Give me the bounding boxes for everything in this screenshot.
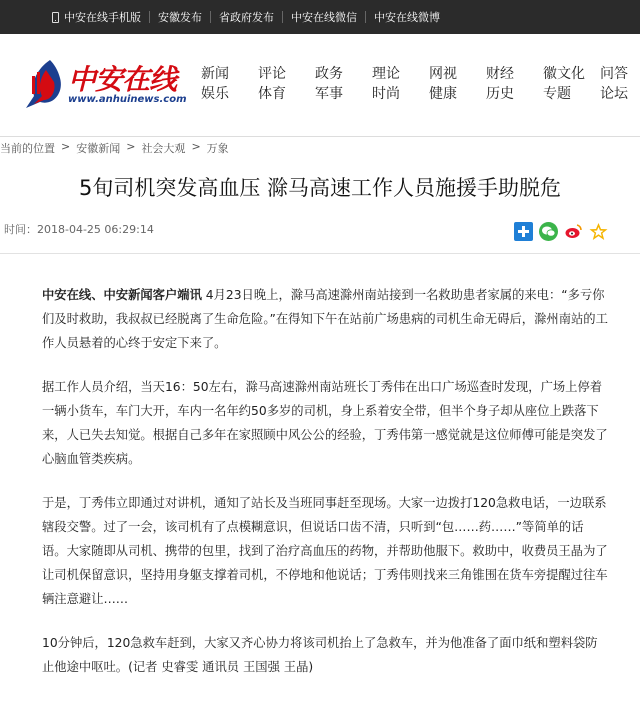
paragraph-2: 据工作人员介绍，当天16：50左右，滁马高速滁州南站班长丁秀伟在出口广场巡查时发现，广场上停着一辆小货车，车门大开，车内一名年约50多岁的司机，身上系着安全带，但半个身子却从座位上跌落下来，人已失去知觉。根据自己多年在家照顾中风公公的经验，丁秀伟第一感觉就是这位师傅可能是突发了心脑血管类疾病。 (42, 380, 608, 466)
article-body (42, 283, 608, 699)
share-bar (514, 222, 614, 241)
breadcrumb-item-anhui-news[interactable]: 安徽新闻 (76, 142, 121, 155)
nav-item-entertainment[interactable]: 娱乐 (201, 86, 229, 102)
nav-item-military[interactable]: 军事 (315, 86, 343, 102)
breadcrumb-prefix: 当前的位置 (0, 142, 55, 155)
qzone-star-icon[interactable] (589, 222, 608, 241)
paragraph-1 (42, 283, 608, 355)
nav-item-news[interactable]: 新闻 (201, 66, 229, 82)
publish-time: 时间：2018-04-25 06:29:14 (4, 223, 154, 236)
nav-item-forum[interactable]: 论坛 (600, 86, 628, 102)
paragraph-1-text: 4月23日晚上，滁马高速滁州南站接到一名救助患者家属的来电：“多亏你们及时救助，我叔叔已经脱离了生命危险。”在得知下午在站前广场患病的司机生命无碍后，滁州南站的工作人员悬着的心终于安定下来了。 (42, 288, 608, 350)
weibo-icon[interactable] (564, 222, 583, 241)
nav-col-4 (372, 64, 400, 104)
breadcrumb-sep: > (191, 140, 201, 153)
share-more-icon[interactable] (514, 222, 533, 241)
paragraph-4: 10分钟后，120急救车赶到，大家又齐心协力将该司机抬上了急救车，并为他准备了面巾纸和塑料袋防止他途中呕吐。(记者 史睿雯 通讯员 王国强 王晶) (42, 636, 598, 674)
nav-item-video[interactable]: 网视 (429, 66, 457, 82)
breadcrumb-sep: > (61, 140, 71, 153)
nav-col-8 (600, 64, 628, 104)
nav-item-comment[interactable]: 评论 (258, 66, 286, 82)
nav-item-special[interactable]: 专题 (543, 86, 571, 102)
paragraph-3: 于是，丁秀伟立即通过对讲机，通知了站长及当班同事赶至现场。大家一边拨打120急救电话，一边联系辖段交警。过了一会，该司机有了点模糊意识，但说话口齿不清，只听到“包……药……”等简单的话语。大家随即从司机、携带的包里，找到了治疗高血压的药物，并帮助他服下。救助中，收费员王晶为了让司机保留意识，坚持用身躯支撑着司机，不停地和他说话；丁秀伟则找来三角锥围在货车旁提醒过往车辆注意避让…… (42, 496, 608, 606)
topbar-link-wechat[interactable]: 中安在线微信 (291, 11, 357, 24)
nav-item-history[interactable]: 历史 (486, 86, 514, 102)
breadcrumb-item-social[interactable]: 社会大观 (141, 142, 186, 155)
breadcrumb (0, 136, 640, 158)
nav-col-1 (201, 64, 229, 104)
article-title: 5旬司机突发高血压 滁马高速工作人员施援手助脱危 (78, 176, 562, 200)
logo-url: www.anhuinews.com (68, 94, 187, 105)
topbar-link-mobile[interactable]: 中安在线手机版 (64, 11, 141, 24)
wechat-icon[interactable] (539, 222, 558, 241)
divider (0, 253, 640, 254)
breadcrumb-sep: > (126, 140, 136, 153)
nav-item-theory[interactable]: 理论 (372, 66, 400, 82)
nav-item-hui-culture[interactable]: 徽文化 (543, 66, 585, 82)
site-logo[interactable] (20, 56, 190, 126)
nav-item-government[interactable]: 政务 (315, 66, 343, 82)
nav-item-finance[interactable]: 财经 (486, 66, 514, 82)
topbar-link-anhui-release[interactable]: 安徽发布 (158, 11, 202, 24)
logo-title: 中安在线 (68, 63, 177, 96)
nav-col-2 (258, 64, 286, 104)
breadcrumb-item-wanxiang[interactable]: 万象 (206, 142, 229, 155)
nav-col-7 (543, 64, 585, 104)
logo-mark-icon (20, 56, 70, 116)
site-header (0, 34, 640, 126)
paragraph-1-lead: 中安在线、中安新闻客户端讯 (42, 288, 202, 302)
nav-col-3 (315, 64, 343, 104)
nav-col-6 (486, 64, 514, 104)
top-bar (0, 0, 640, 34)
topbar-link-weibo[interactable]: 中安在线微博 (374, 11, 440, 24)
nav-item-health[interactable]: 健康 (429, 86, 457, 102)
nav-col-5 (429, 64, 457, 104)
topbar-link-gov-release[interactable]: 省政府发布 (219, 11, 274, 24)
nav-item-sports[interactable]: 体育 (258, 86, 286, 102)
mobile-phone-icon (52, 12, 59, 23)
nav-item-qa[interactable]: 问答 (600, 66, 628, 82)
nav-item-fashion[interactable]: 时尚 (372, 86, 400, 102)
